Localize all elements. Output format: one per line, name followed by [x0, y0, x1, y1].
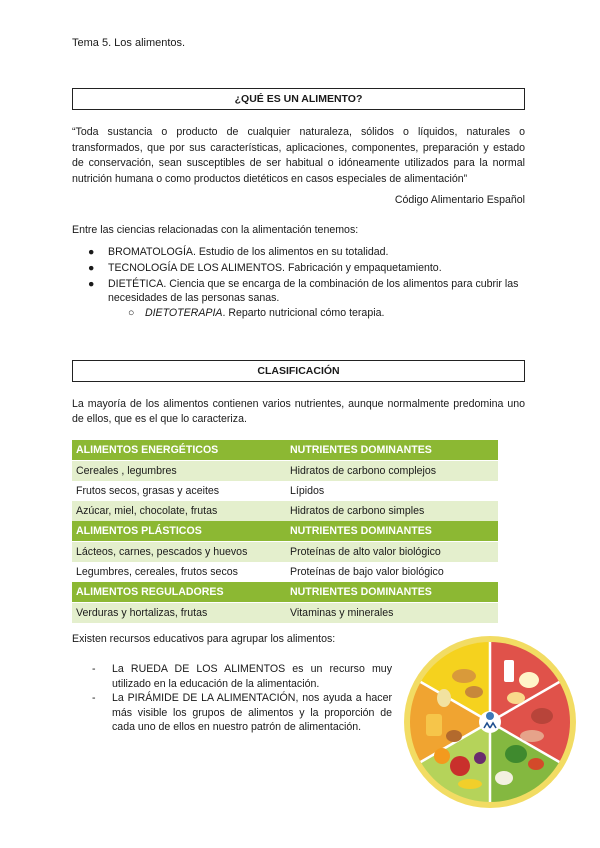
table-header-cell: ALIMENTOS REGULADORES	[72, 582, 286, 603]
table-cell: Proteínas de bajo valor biológico	[286, 562, 498, 582]
list-item	[92, 691, 392, 735]
document-header: Tema 5. Los alimentos.	[72, 37, 186, 49]
quote-source: Código Alimentario Español	[394, 194, 525, 206]
list-item-text: TECNOLOGÍA DE LOS ALIMENTOS. Fabricación y empaquetamiento.	[108, 262, 442, 274]
water-drop-icon	[486, 712, 494, 720]
sub-item-text: . Reparto nutricional cómo terapia.	[222, 307, 385, 319]
definition-quote: “Toda sustancia o producto de cualquier naturaleza, sólidos o líquidos, naturales o transformados, que por sus características, aplicaciones, componentes, preparación y estado de conservación, sean susceptibles de ser habitual o idóneamente utilizados para la normal nutrición humana o como productos dietéticos en casos especiales de alimentación”	[72, 126, 525, 185]
classification-intro: La mayoría de los alimentos contienen varios nutrientes, aunque normalmente predomina uno de ellos, que es el que lo caracteriza.	[72, 398, 525, 425]
bullet-icon: ●	[88, 262, 95, 274]
classification-table	[72, 440, 498, 623]
section-heading-clasificacion: CLASIFICACIÓN	[72, 360, 525, 382]
table-row	[72, 603, 498, 624]
table-cell: Verduras y hortalizas, frutas	[72, 603, 286, 624]
list-item-text: La PIRÁMIDE DE LA ALIMENTACIÓN, nos ayuda a hacer más visible los grupos de alimentos y la proporción de cada uno de ellos en nuestro patrón de alimentación.	[112, 692, 392, 733]
table-row	[72, 461, 498, 482]
table-header-cell: ALIMENTOS ENERGÉTICOS	[72, 440, 286, 461]
table-cell: Hidratos de carbono complejos	[286, 461, 498, 482]
table-cell: Azúcar, miel, chocolate, frutas	[72, 501, 286, 521]
section-heading-que-es-alimento: ¿QUÉ ES UN ALIMENTO?	[72, 88, 525, 110]
list-item-text: DIETÉTICA. Ciencia que se encarga de la combinación de los alimentos para cubrir las necesidades de las personas sanas.	[108, 278, 519, 304]
table-header-row	[72, 582, 498, 603]
list-item	[72, 277, 525, 305]
table-header-cell: ALIMENTOS PLÁSTICOS	[72, 521, 286, 542]
table-cell: Hidratos de carbono simples	[286, 501, 498, 521]
table-header-cell: NUTRIENTES DOMINANTES	[286, 521, 498, 542]
sciences-list	[72, 245, 525, 307]
list-item	[72, 245, 525, 259]
table-row	[72, 562, 498, 582]
food-wheel-image	[404, 636, 576, 808]
list-item	[72, 261, 525, 275]
table-cell: Lácteos, carnes, pescados y huevos	[72, 542, 286, 563]
dash-bullet-icon: -	[92, 663, 96, 675]
table-cell: Proteínas de alto valor biológico	[286, 542, 498, 563]
sub-item-term: DIETOTERAPIA	[144, 307, 223, 319]
table-row	[72, 542, 498, 563]
table-header-row	[72, 521, 498, 542]
table-header-cell: NUTRIENTES DOMINANTES	[286, 440, 498, 461]
sub-list-item	[128, 307, 384, 319]
resources-list	[92, 662, 392, 735]
dash-bullet-icon: -	[92, 692, 96, 704]
table-cell: Lípidos	[286, 481, 498, 501]
bullet-icon: ●	[88, 246, 95, 258]
circle-bullet-icon: ○	[128, 307, 135, 319]
table-header-row	[72, 440, 498, 461]
list-item-text: La RUEDA DE LOS ALIMENTOS es un recurso muy utilizado en la educación de la alimentación.	[112, 663, 392, 690]
list-item-text: BROMATOLOGÍA. Estudio de los alimentos en su totalidad.	[108, 246, 389, 258]
list-item	[92, 662, 392, 691]
bullet-icon: ●	[88, 278, 95, 290]
table-row	[72, 501, 498, 521]
table-cell: Frutos secos, grasas y aceites	[72, 481, 286, 501]
resources-intro: Existen recursos educativos para agrupar los alimentos:	[72, 633, 336, 645]
table-cell: Vitaminas y minerales	[286, 603, 498, 624]
table-cell: Legumbres, cereales, frutos secos	[72, 562, 286, 582]
sciences-intro: Entre las ciencias relacionadas con la alimentación tenemos:	[72, 224, 359, 236]
table-cell: Cereales , legumbres	[72, 461, 286, 482]
table-row	[72, 481, 498, 501]
table-header-cell: NUTRIENTES DOMINANTES	[286, 582, 498, 603]
